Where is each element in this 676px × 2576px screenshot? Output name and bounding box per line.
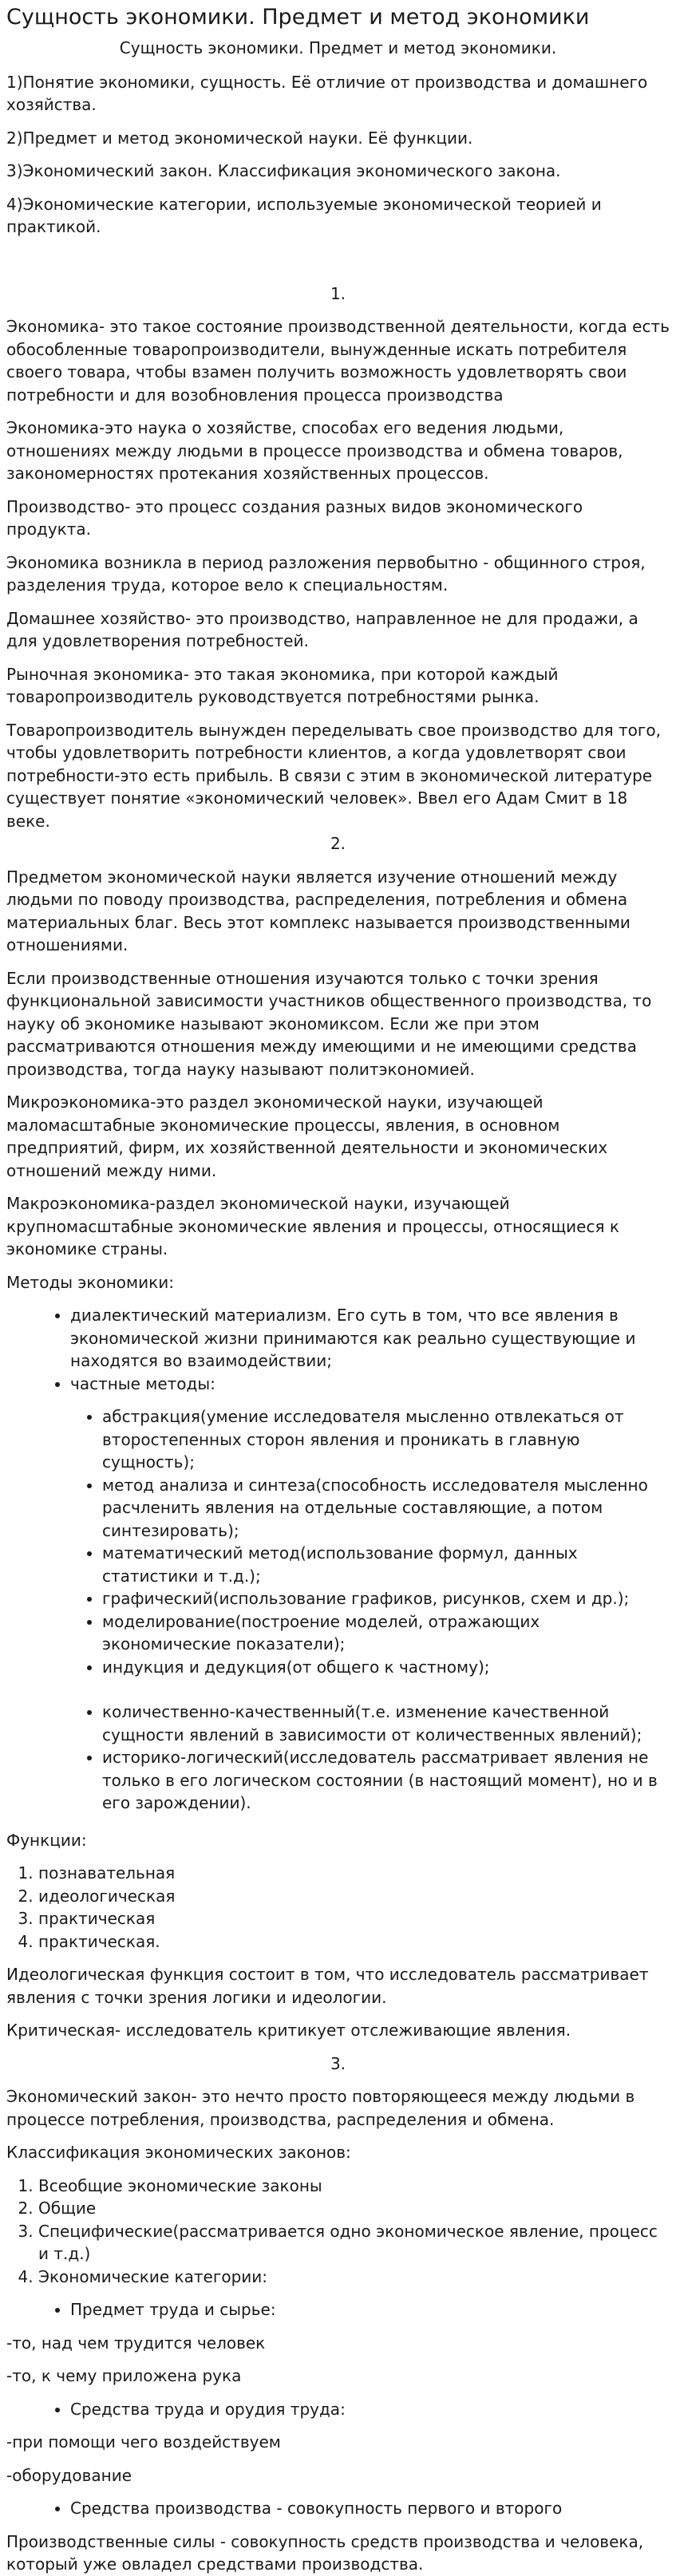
- functions-heading: Функции:: [6, 1830, 87, 1850]
- paragraph: Экономика- это такое состояние производственной деятельности, когда есть обособленные товаропроизводители, вынужденные искать потребителя своего товара, чтобы взамен получить возможность удовлетворять свои потребности и для возобновления процесса производства: [6, 317, 670, 405]
- category-line: -оборудование: [6, 2465, 132, 2485]
- section-number: 2.: [330, 834, 346, 853]
- paragraph: Экономический закон- это нечто просто повторяющееся между людьми в процессе потребления, производства, распределения и обмена.: [6, 2087, 635, 2129]
- category-line: -то, к чему приложена рука: [6, 2366, 242, 2385]
- list-item: 2. идеологическая: [38, 1885, 670, 1908]
- paragraph: Домашнее хозяйство- это производство, направленное не для продажи, а для удовлетворения потребностей.: [6, 608, 638, 650]
- list-item: 1. Всеобщие экономические законы: [38, 2175, 670, 2198]
- paragraph: Если производственные отношения изучаются только с точки зрения функциональной зависимости участников общественного производства, то науку об экономике называют экономиксом. Если же при этом рассматриваются отношения между имеющими и не имеющими средства производства, тогда науку называют политэкономией.: [6, 968, 652, 1079]
- list-item: • индукция и дедукция(от общего к частному);: [102, 1656, 670, 1679]
- section-number: 1.: [330, 283, 346, 303]
- list-item: • диалектический материализм. Его суть в том, что все явления в экономической жизни принимаются как реально существующие и находятся во взаимодействии;: [70, 1304, 670, 1373]
- paragraph: Производственные силы - совокупность средств производства и человека, который уже овладел средствами производства.: [6, 2531, 644, 2574]
- spacer: [6, 249, 670, 282]
- methods-list: [6, 1304, 670, 1395]
- methods-heading: Методы экономики:: [6, 1272, 174, 1292]
- list-item: 3. Специфические(рассматривается одно экономическое явление, процесс и т.д.): [38, 2220, 670, 2266]
- paragraph: Экономика возникла в период разложения первобытно - общинного строя, разделения труда, которое вело к специальностям.: [6, 552, 646, 595]
- document-subtitle: Сущность экономики. Предмет и метод экономики.: [119, 38, 557, 57]
- paragraph: Товаропроизводитель вынужден переделывать свое производство для того, чтобы удовлетворить потребности клиентов, а когда удовлетворят свои потребности-это есть прибыль. В связи с этим в экономической литературе существует понятие «экономический человек». Ввел его Адам Смит в 18 веке.: [6, 720, 661, 831]
- plan-item: 1)Понятие экономики, сущность. Её отличие от производства и домашнего хозяйства.: [6, 72, 648, 114]
- functions-list: [6, 1862, 670, 1953]
- category-line: -то, над чем трудится человек: [6, 2333, 266, 2353]
- plan-item: 3)Экономический закон. Классификация экономического закона.: [6, 161, 561, 180]
- paragraph: Макроэкономика-раздел экономической науки, изучающей крупномасштабные экономические явления и процессы, относящиеся к экономике страны.: [6, 1194, 619, 1258]
- list-item: 4. практическая.: [38, 1930, 670, 1954]
- plan-item: 4)Экономические категории, используемые экономической теорией и практикой.: [6, 194, 602, 236]
- paragraph: Идеологическая функция состоит в том, что исследователь рассматривает явления с точки зрения логики и идеологии.: [6, 1965, 649, 2007]
- list-item: • метод анализа и синтеза(способность исследователя мысленно расчленить явления на отдельные составляющие, а потом синтезировать);: [102, 1474, 670, 1543]
- paragraph: Микроэкономика-это раздел экономической науки, изучающей маломасштабные экономические процессы, явления, в основном предприятий, фирм, их хозяйственной деятельности и экономических отношений между ними.: [6, 1092, 608, 1180]
- category-line: -при помощи чего воздействуем: [6, 2432, 281, 2452]
- list-item: • Средства труда и орудия труда:: [70, 2398, 670, 2421]
- private-methods-list: [6, 1405, 670, 1815]
- category-list: [6, 2497, 670, 2520]
- list-item: 2. Общие: [38, 2197, 670, 2220]
- category-list: [6, 2298, 670, 2321]
- paragraph: Предметом экономической науки является изучение отношений между людьми по поводу производства, распределения, потребления и обмена материальных благ. Весь этот комплекс называется производственными отношениями.: [6, 867, 631, 954]
- list-item: 4. Экономические категории:: [38, 2266, 670, 2289]
- paragraph: Критическая- исследователь критикует отслеживающие явления.: [6, 2021, 571, 2040]
- list-item: • моделирование(построение моделей, отражающих экономические показатели);: [102, 1610, 670, 1656]
- paragraph: Экономика-это наука о хозяйстве, способах его ведения людьми, отношениях между людьми в процессе производства и обмена товаров, закономерностях протекания хозяйственных процессов.: [6, 418, 623, 483]
- paragraph: Производство- это процесс создания разных видов экономического продукта.: [6, 496, 583, 539]
- list-item: • Средства производства - совокупность первого и второго: [70, 2497, 670, 2520]
- section-number: 3.: [330, 2053, 346, 2073]
- list-item: 3. практическая: [38, 1907, 670, 1930]
- list-item: • частные методы:: [70, 1373, 670, 1396]
- list-item: • абстракция(умение исследователя мысленно отвлекаться от второстепенных сторон явления и проникать в главную сущность);: [102, 1405, 670, 1474]
- page-title: Сущность экономики. Предмет и метод экономики: [6, 5, 590, 30]
- classification-heading: Классификация экономических законов:: [6, 2143, 351, 2162]
- list-item: • математический метод(использование формул, данных статистики и т.д.);: [102, 1542, 670, 1587]
- laws-list: [6, 2175, 670, 2289]
- list-item: • графический(использование графиков, рисунков, схем и др.);: [102, 1587, 670, 1610]
- plan-item: 2)Предмет и метод экономической науки. Её функции.: [6, 128, 473, 148]
- list-item: 1. познавательная: [38, 1862, 670, 1885]
- list-item: • количественно-качественный(т.е. изменение качественной сущности явлений в зависимости от количественных явлений);: [102, 1701, 670, 1746]
- category-list: [6, 2398, 670, 2421]
- list-item: • Предмет труда и сырье:: [70, 2298, 670, 2321]
- list-item: • историко-логический(исследователь рассматривает явления не только в его логическом состоянии (в настоящий момент), но и в его зарождении).: [102, 1746, 670, 1815]
- paragraph: Рыночная экономика- это такая экономика, при которой каждый товаропроизводитель руководствуется потребностями рынка.: [6, 664, 559, 706]
